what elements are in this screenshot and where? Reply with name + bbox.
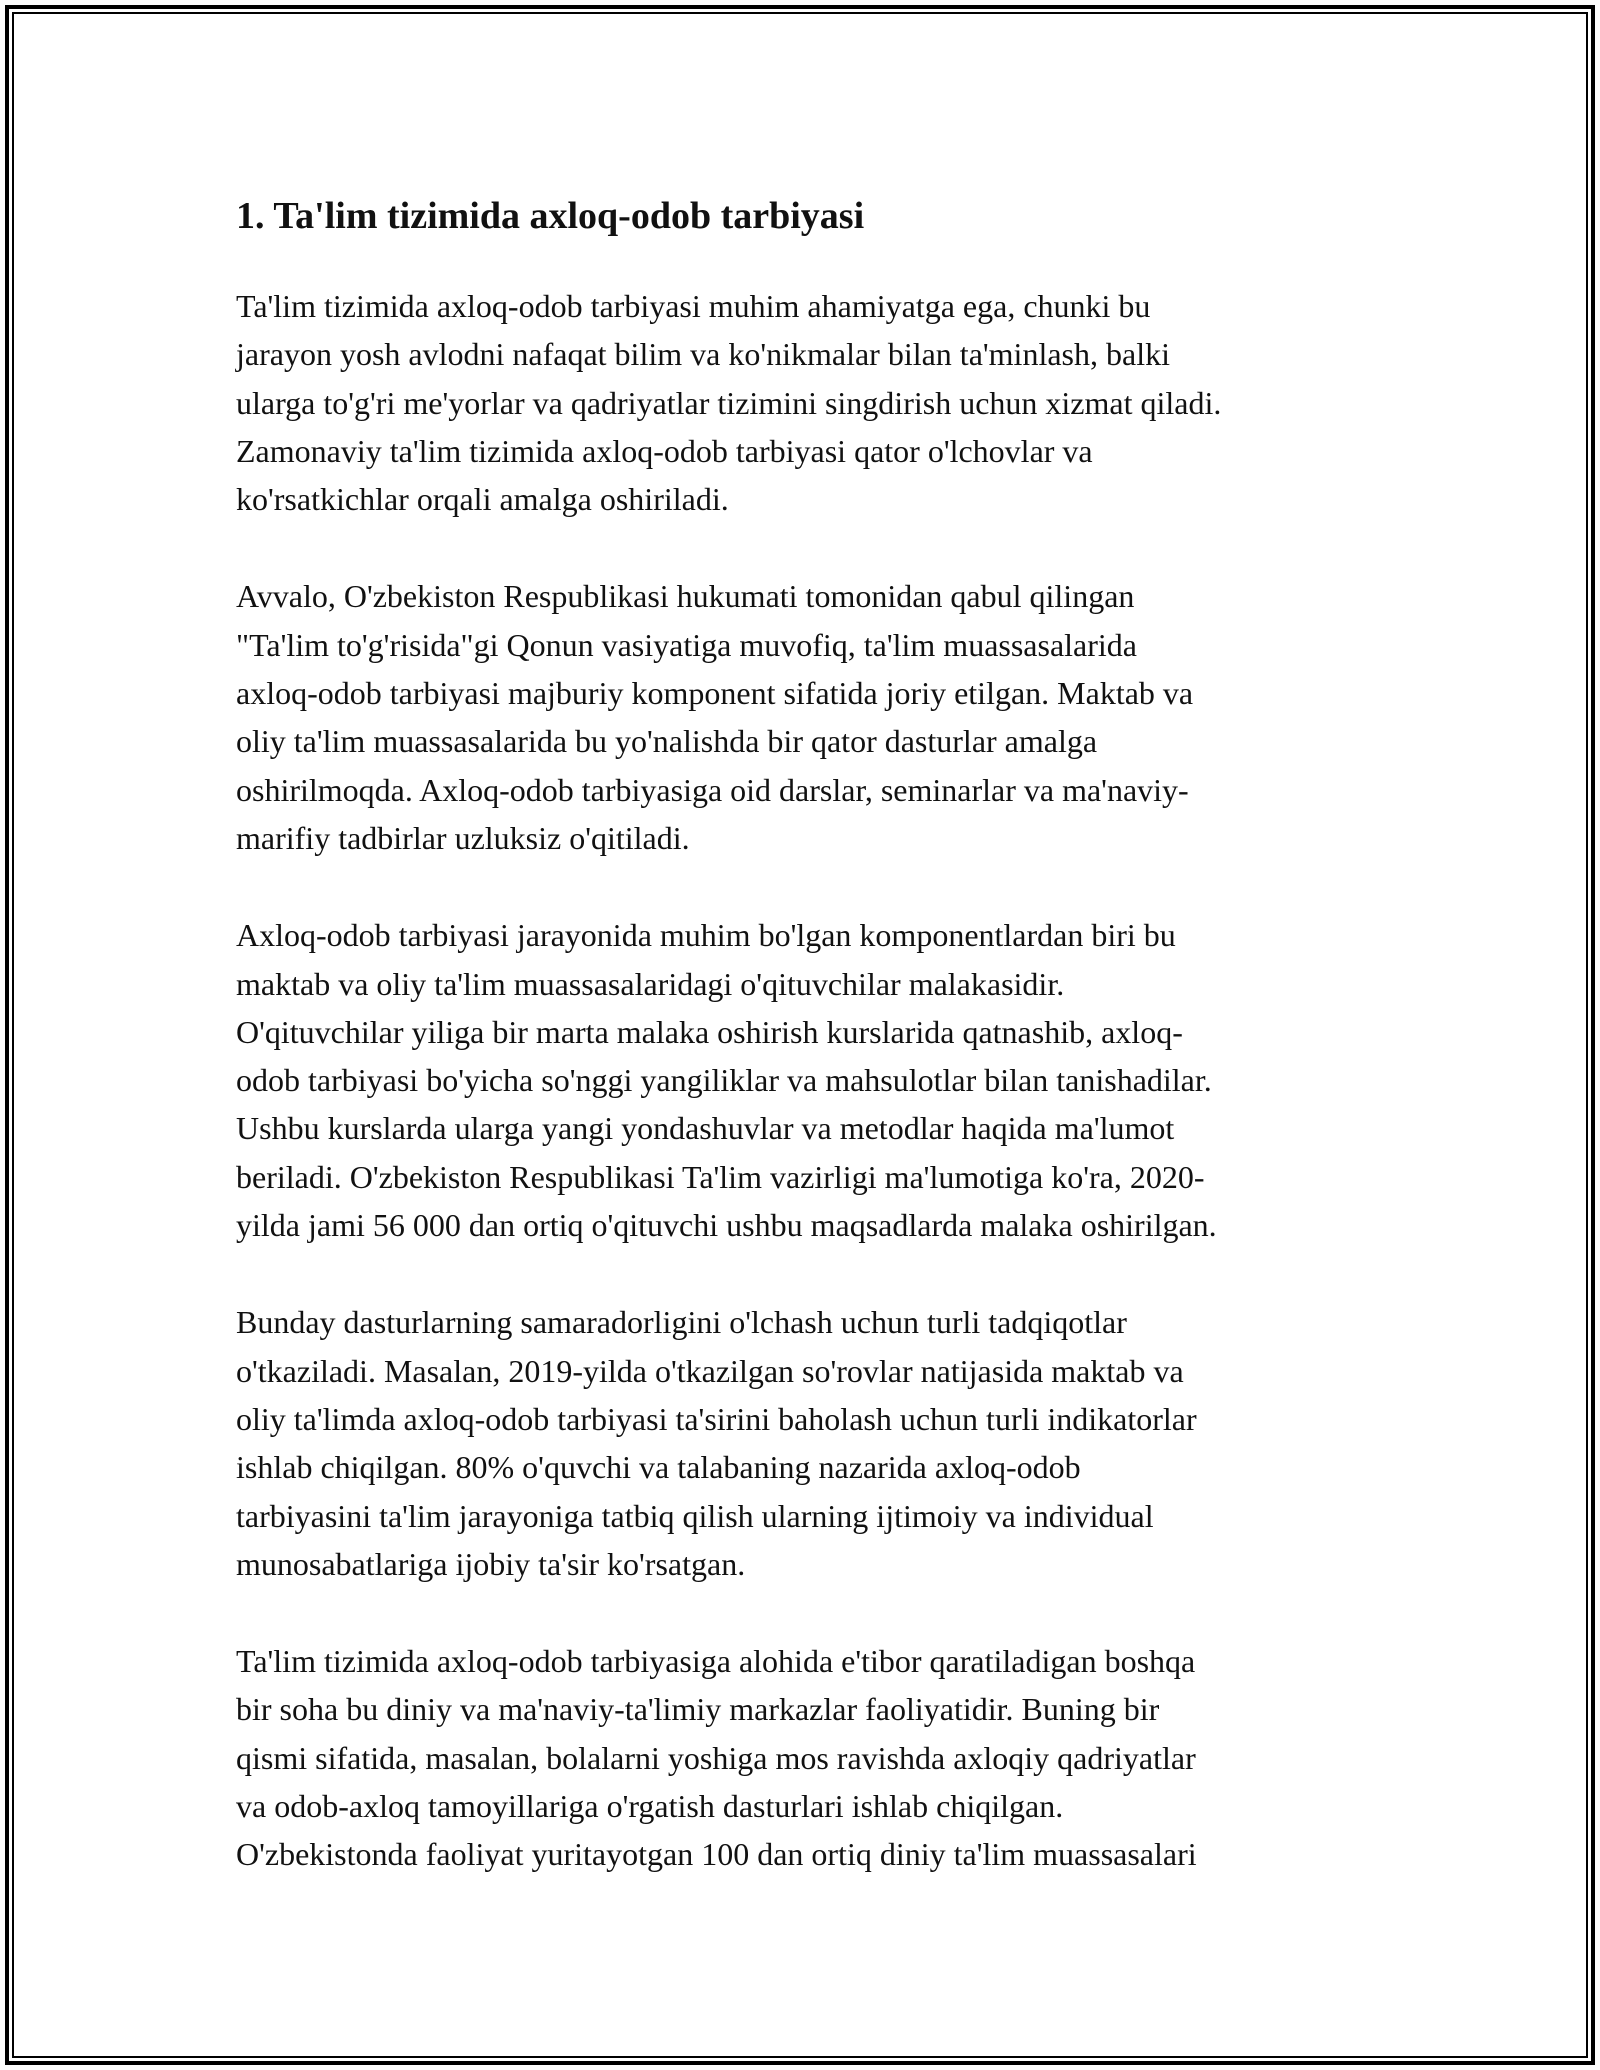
paragraph-line: ularga to'g'ri me'yorlar va qadriyatlar tizimini singdirish uchun xizmat qiladi.	[236, 384, 1222, 421]
paragraph-line: o'tkaziladi. Masalan, 2019-yilda o'tkazilgan so'rovlar natijasida maktab va	[236, 1352, 1184, 1389]
paragraph	[236, 282, 1366, 523]
paragraph-line: oshirilmoqda. Axloq-odob tarbiyasiga oid darslar, seminarlar va ma'naviy-	[236, 771, 1189, 808]
document-body	[236, 282, 1366, 1879]
paragraph-line: qismi sifatida, masalan, bolalarni yoshiga mos ravishda axloqiy qadriyatlar	[236, 1739, 1196, 1776]
paragraph-line: Bunday dasturlarning samaradorligini o'lchash uchun turli tadqiqotlar	[236, 1304, 1127, 1341]
paragraph	[236, 572, 1366, 862]
paragraph	[236, 1298, 1366, 1588]
paragraph-line: marifiy tadbirlar uzluksiz o'qitiladi.	[236, 819, 690, 856]
paragraph-line: Ta'lim tizimida axloq-odob tarbiyasiga alohida e'tibor qaratiladigan boshqa	[236, 1643, 1196, 1680]
paragraph-line: oliy ta'limda axloq-odob tarbiyasi ta'sirini baholash uchun turli indikatorlar	[236, 1400, 1197, 1437]
document-page	[236, 188, 1366, 1928]
paragraph-line: ko'rsatkichlar orqali amalga oshiriladi.	[236, 481, 729, 518]
paragraph-line: maktab va oliy ta'lim muassasalaridagi o'qituvchilar malakasidir.	[236, 965, 1065, 1002]
paragraph-line: yilda jami 56 000 dan ortiq o'qituvchi ushbu maqsadlarda malaka oshirilgan.	[236, 1207, 1217, 1244]
paragraph-line: tarbiyasini ta'lim jarayoniga tatbiq qilish ularning ijtimoiy va individual	[236, 1497, 1154, 1534]
paragraph-line: "Ta'lim to'g'risida"gi Qonun vasiyatiga muvofiq, ta'lim muassasalarida	[236, 626, 1137, 663]
paragraph-line: va odob-axloq tamoyillariga o'rgatish dasturlari ishlab chiqilgan.	[236, 1788, 1064, 1825]
paragraph-line: Axloq-odob tarbiyasi jarayonida muhim bo'lgan komponentlardan biri bu	[236, 917, 1176, 954]
paragraph-line: O'zbekistonda faoliyat yuritayotgan 100 dan ortiq diniy ta'lim muassasalari	[236, 1836, 1197, 1873]
paragraph	[236, 911, 1366, 1249]
paragraph-line: jarayon yosh avlodni nafaqat bilim va ko'nikmalar bilan ta'minlash, balki	[236, 336, 1170, 373]
paragraph-line: Avvalo, O'zbekiston Respublikasi hukumati tomonidan qabul qilingan	[236, 578, 1135, 615]
paragraph-line: axloq-odob tarbiyasi majburiy komponent sifatida joriy etilgan. Maktab va	[236, 675, 1194, 712]
paragraph-line: Ushbu kurslarda ularga yangi yondashuvlar va metodlar haqida ma'lumot	[236, 1110, 1175, 1147]
paragraph-line: Ta'lim tizimida axloq-odob tarbiyasi muhim ahamiyatga ega, chunki bu	[236, 288, 1151, 324]
section-heading: 1. Ta'lim tizimida axloq-odob tarbiyasi	[236, 195, 865, 237]
paragraph-line: odob tarbiyasi bo'yicha so'nggi yangiliklar va mahsulotlar bilan tanishadilar.	[236, 1062, 1212, 1099]
paragraph-line: O'qituvchilar yiliga bir marta malaka oshirish kurslarida qatnashib, axloq-	[236, 1013, 1183, 1050]
paragraph-line: ishlab chiqilgan. 80% o'quvchi va talabaning nazarida axloq-odob	[236, 1449, 1081, 1486]
paragraph-line: Zamonaviy ta'lim tizimida axloq-odob tarbiyasi qator o'lchovlar va	[236, 432, 1093, 469]
paragraph-line: bir soha bu diniy va ma'naviy-ta'limiy markazlar faoliyatidir. Buning bir	[236, 1691, 1160, 1728]
paragraph	[236, 1637, 1366, 1878]
paragraph-line: munosabatlariga ijobiy ta'sir ko'rsatgan.	[236, 1545, 746, 1582]
paragraph-line: oliy ta'lim muassasalarida bu yo'nalishda bir qator dasturlar amalga	[236, 723, 1098, 760]
paragraph-line: beriladi. O'zbekiston Respublikasi Ta'lim vazirligi ma'lumotiga ko'ra, 2020-	[236, 1158, 1205, 1195]
